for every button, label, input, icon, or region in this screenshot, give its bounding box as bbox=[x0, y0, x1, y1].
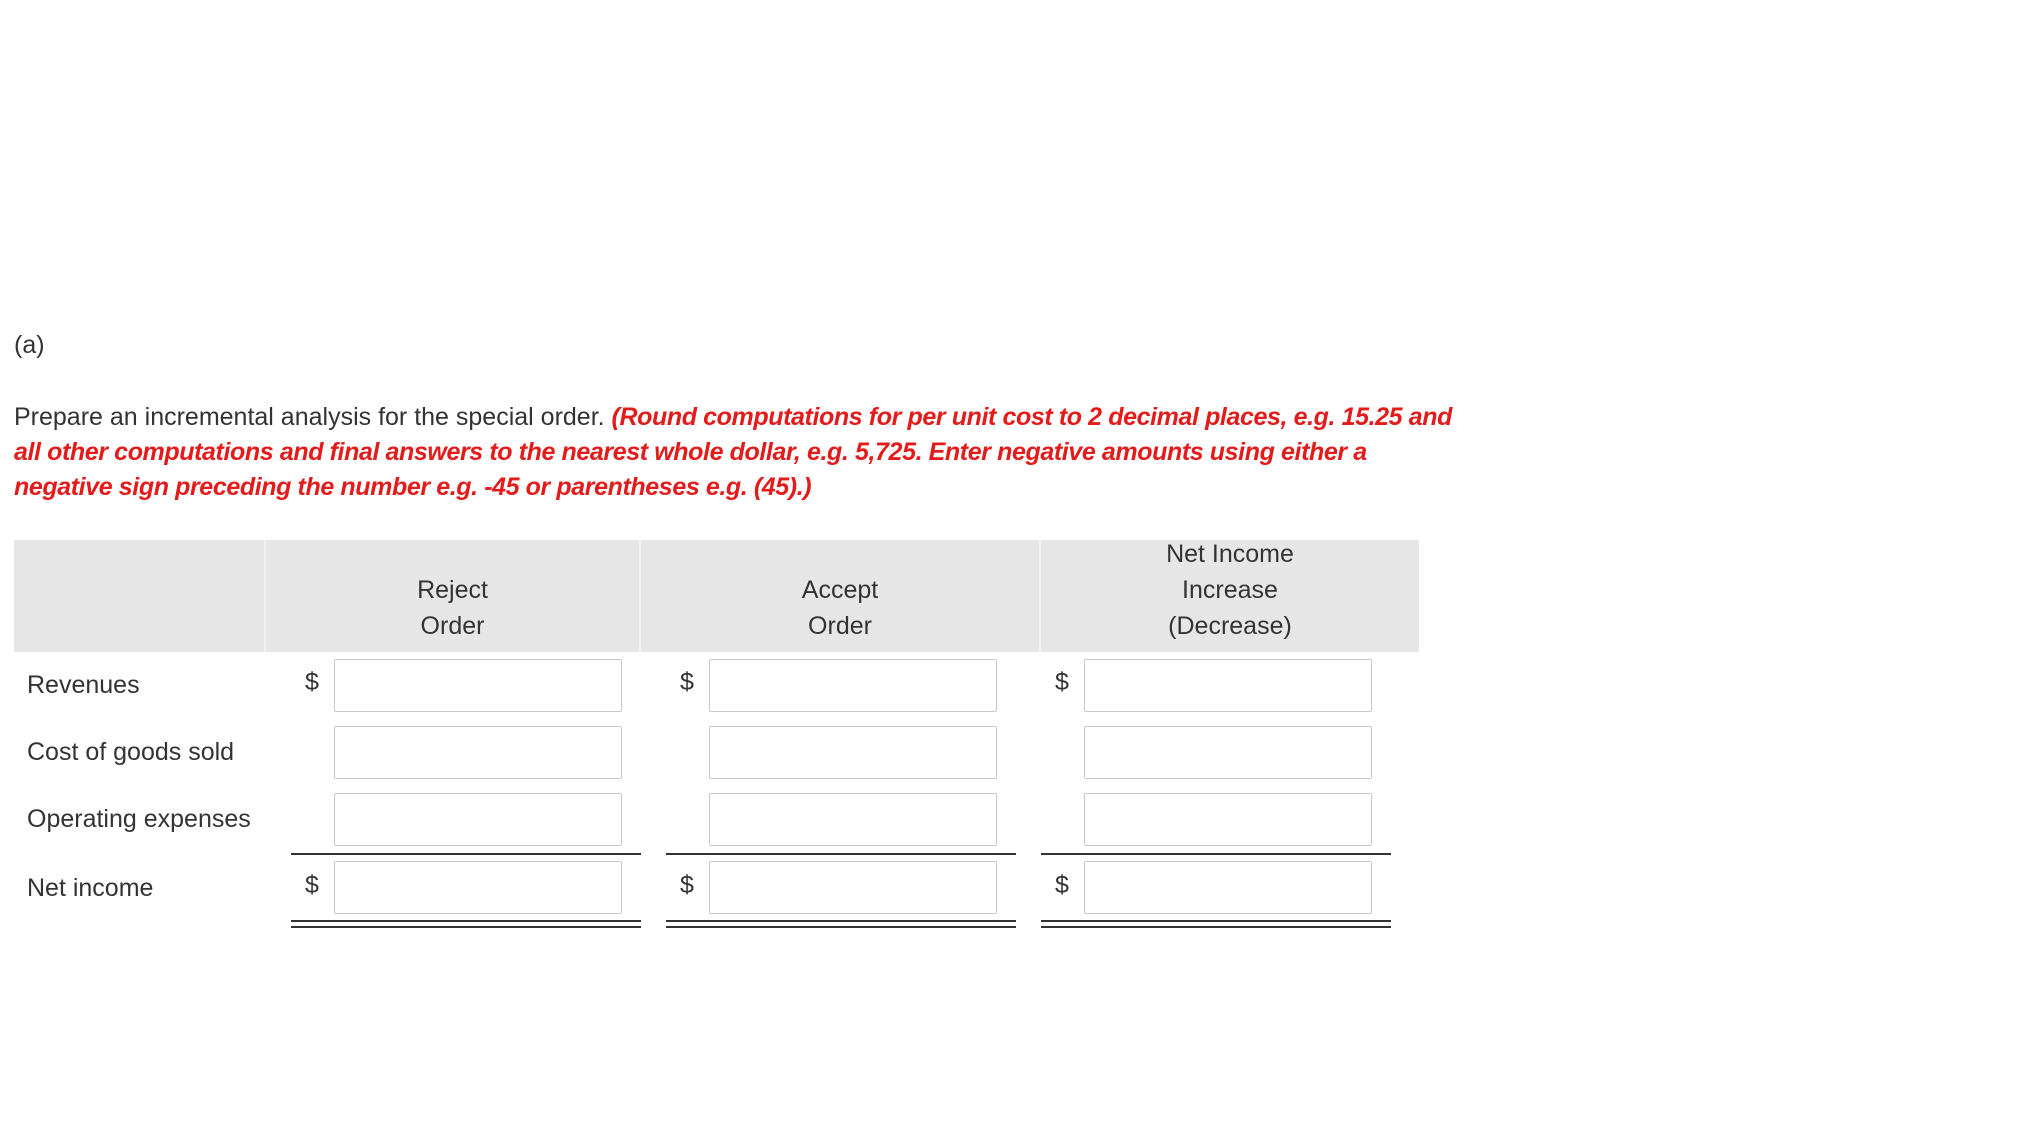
column-header-line: Net Income bbox=[1166, 540, 1294, 568]
column-header-reject-order bbox=[266, 572, 639, 644]
revenues-accept-input[interactable] bbox=[709, 659, 997, 712]
subtotal-rule bbox=[666, 853, 1016, 855]
revenues-net-change-input[interactable] bbox=[1084, 659, 1372, 712]
column-header-line: Order bbox=[420, 612, 485, 640]
subtotal-rule bbox=[1041, 853, 1391, 855]
currency-symbol: $ bbox=[305, 668, 319, 696]
instructions bbox=[14, 400, 1454, 510]
column-header-net-income-change bbox=[1041, 536, 1419, 644]
net-income-accept-input[interactable] bbox=[709, 861, 997, 914]
total-double-rule bbox=[291, 920, 641, 928]
cogs-accept-input[interactable] bbox=[709, 726, 997, 779]
column-header-line: Reject bbox=[417, 576, 488, 604]
row-label-net-income: Net income bbox=[27, 874, 154, 902]
column-header-line: Increase bbox=[1182, 576, 1278, 604]
table-header bbox=[14, 540, 1419, 652]
currency-symbol: $ bbox=[680, 871, 694, 899]
total-double-rule bbox=[1041, 920, 1391, 928]
opex-reject-input[interactable] bbox=[334, 793, 622, 846]
currency-symbol: $ bbox=[305, 871, 319, 899]
row-label-operating-expenses: Operating expenses bbox=[27, 805, 251, 833]
currency-symbol: $ bbox=[1055, 668, 1069, 696]
instruction-prompt: Prepare an incremental analysis for the special order. bbox=[14, 403, 612, 431]
part-label: (a) bbox=[14, 331, 45, 359]
total-double-rule bbox=[666, 920, 1016, 928]
cogs-reject-input[interactable] bbox=[334, 726, 622, 779]
column-header-accept-order bbox=[641, 572, 1039, 644]
subtotal-rule bbox=[291, 853, 641, 855]
column-header-line: Order bbox=[808, 612, 872, 640]
column-header-line: Accept bbox=[801, 576, 879, 604]
column-header-line: (Decrease) bbox=[1168, 612, 1292, 640]
net-income-reject-input[interactable] bbox=[334, 861, 622, 914]
currency-symbol: $ bbox=[1055, 871, 1069, 899]
net-income-net-change-input[interactable] bbox=[1084, 861, 1372, 914]
row-label-cost-of-goods-sold: Cost of goods sold bbox=[27, 738, 235, 766]
currency-symbol: $ bbox=[680, 668, 694, 696]
cogs-net-change-input[interactable] bbox=[1084, 726, 1372, 779]
rounding-note: (Round computations for per unit cost to 2 decimal places, e.g. 15.25 and all other computations and final answers to the nearest whole dollar, e.g. 5,725. Enter negative amounts using either a negative sign preceding the number e.g. -45 or parentheses e.g. (45).) bbox=[14, 403, 1452, 501]
row-label-revenues: Revenues bbox=[27, 671, 140, 699]
opex-net-change-input[interactable] bbox=[1084, 793, 1372, 846]
revenues-reject-input[interactable] bbox=[334, 659, 622, 712]
opex-accept-input[interactable] bbox=[709, 793, 997, 846]
